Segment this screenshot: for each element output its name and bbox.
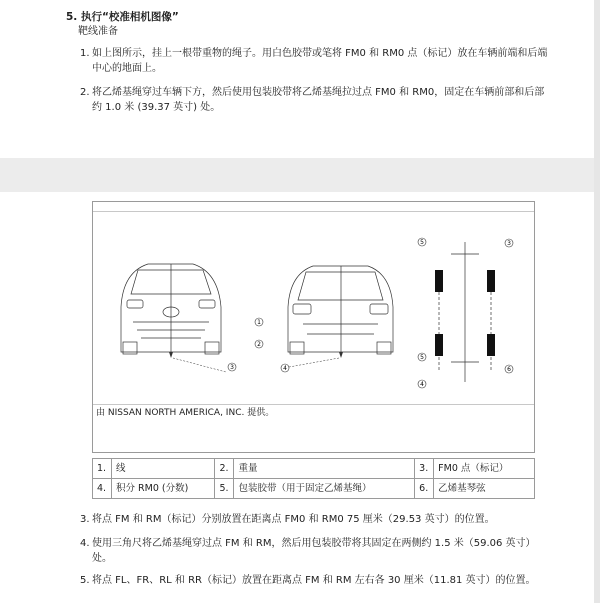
table-cell: 4.	[93, 479, 112, 499]
table-cell: 积分 RM0 (分数)	[112, 479, 215, 499]
callout-label: 3	[507, 240, 511, 247]
rear-right-wheel	[487, 334, 495, 356]
list-text: 将乙烯基绳穿过车辆下方，然后使用包装胶带将乙烯基绳拉过点 FM0 和 RM0，固定在车辆前部和后部约 1.0 米 (39.37 英寸) 处。	[92, 87, 545, 113]
list-text: 将点 FL、FR、RL 和 RR（标记）放置在距离点 FM 和 RM 左右各 30 厘米（11.81 英寸）的位置。	[92, 575, 536, 586]
step-subheading: 靶线准备	[78, 26, 118, 37]
list-number: 3.	[80, 514, 90, 525]
table-row	[93, 479, 535, 499]
callout-label: 1	[257, 319, 261, 326]
figure-panel	[92, 201, 535, 453]
table-cell: 1.	[93, 459, 112, 479]
callout-label: 4	[420, 381, 424, 388]
table-cell: 5.	[215, 479, 234, 499]
figure-illustration	[93, 212, 534, 404]
scroll-edge	[594, 0, 600, 603]
rear-left-wheel	[435, 334, 443, 356]
table-cell: 乙烯基琴弦	[434, 479, 535, 499]
list-item	[80, 47, 550, 76]
list-item	[80, 574, 550, 589]
list-text: 使用三角尺将乙烯基绳穿过点 FM 和 RM，然后用包装胶带将其固定在两侧约 1.5 米（59.06 英寸）处。	[92, 538, 536, 564]
table-cell: 线	[112, 459, 215, 479]
table-cell: FM0 点（标记）	[434, 459, 535, 479]
list-number: 4.	[80, 538, 90, 549]
callout-label: 5	[420, 354, 424, 361]
front-left-wheel	[435, 270, 443, 292]
table-cell: 3.	[415, 459, 434, 479]
list-number: 5.	[80, 575, 90, 586]
list-item	[80, 513, 550, 528]
list-number: 2.	[80, 87, 90, 98]
legend-table	[92, 458, 535, 499]
list-text: 如上图所示，挂上一根带重物的绳子。用白色胶带或笔将 FM0 和 RM0 点（标记）放在车辆前端和后端中心的地面上。	[92, 48, 548, 74]
list-item	[80, 86, 550, 115]
table-cell: 6.	[415, 479, 434, 499]
rear-weight	[339, 352, 343, 358]
table-cell: 重量	[234, 459, 415, 479]
callout-label: 3	[230, 364, 234, 371]
front-right-wheel	[487, 270, 495, 292]
list-item	[80, 537, 550, 566]
callout-label: 5	[420, 239, 424, 246]
list-text: 将点 FM 和 RM（标记）分别放置在距离点 FM0 和 RM0 75 厘米（29.53 英寸）的位置。	[92, 514, 495, 525]
step-heading: 5. 执行“校准相机图像”	[66, 11, 179, 23]
table-cell: 2.	[215, 459, 234, 479]
table-row	[93, 459, 535, 479]
rear-car-illustration	[288, 266, 393, 354]
figure-credit: 由 NISSAN NORTH AMERICA, INC. 提供。	[96, 408, 275, 418]
callout-label: 6	[507, 366, 511, 373]
list-number: 1.	[80, 48, 90, 59]
callout-label: 4	[283, 365, 287, 372]
page-separator	[0, 158, 600, 192]
figure-drawing-area	[93, 211, 534, 405]
top-view-diagram	[439, 242, 491, 382]
table-cell: 包装胶带（用于固定乙烯基绳）	[234, 479, 415, 499]
front-weight	[169, 352, 173, 358]
callout-label: 2	[257, 341, 261, 348]
